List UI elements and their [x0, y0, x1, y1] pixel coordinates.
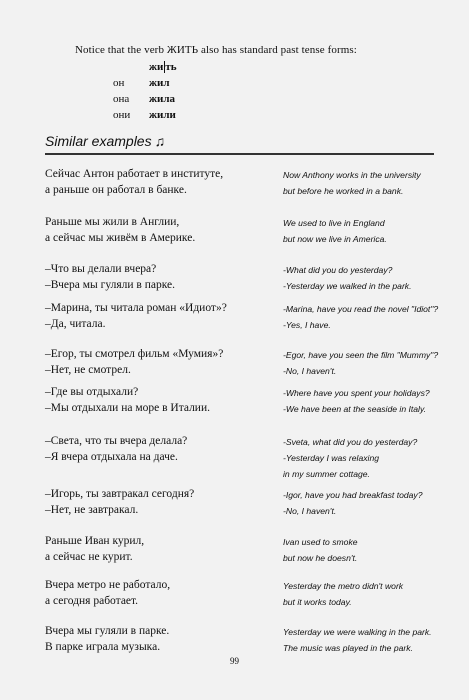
page-number: 99	[230, 656, 239, 666]
russian-line: –Вчера мы гуляли в парке.	[45, 279, 175, 291]
english-line: Now Anthony works in the university	[283, 170, 421, 180]
conjugation-row	[113, 107, 177, 123]
russian-line: –Да, читала.	[45, 318, 106, 330]
russian-line: –Нет, не завтракал.	[45, 504, 139, 516]
russian-example	[45, 166, 223, 198]
section-title: Similar examples	[45, 133, 152, 149]
pronoun: он	[113, 77, 125, 89]
english-line: Ivan used to smoke	[283, 537, 358, 547]
russian-example	[45, 384, 210, 416]
russian-line: –Где вы отдыхали?	[45, 386, 139, 398]
pronoun: они	[113, 109, 131, 121]
pronoun: она	[113, 93, 130, 105]
english-line: but now we live in America.	[283, 234, 387, 244]
english-line: -Igor, have you had breakfast today?	[283, 490, 423, 500]
english-line: -What did you do yesterday?	[283, 265, 393, 275]
russian-line: –Я вчера отдыхала на даче.	[45, 451, 178, 463]
russian-example	[45, 214, 195, 246]
russian-line: –Нет, не смотрел.	[45, 364, 131, 376]
conjugation-row	[113, 91, 177, 107]
english-translation	[283, 262, 412, 294]
russian-example	[45, 533, 144, 565]
infinitive-stem: жи	[149, 61, 164, 73]
russian-line: Вчера мы гуляли в парке.	[45, 625, 170, 637]
russian-line: –Марина, ты читала роман «Идиот»?	[45, 302, 227, 314]
english-line: -No, I haven't.	[283, 506, 337, 516]
english-line: -Sveta, what did you do yesterday?	[283, 437, 418, 447]
russian-line: –Света, что ты вчера делала?	[45, 435, 188, 447]
verb-form: жил	[149, 77, 170, 89]
english-translation	[283, 167, 421, 199]
verb-form: жили	[149, 109, 176, 121]
section-heading	[45, 133, 165, 149]
english-line: We used to live in England	[283, 218, 385, 228]
english-translation	[283, 534, 358, 566]
english-line: Yesterday the metro didn't work	[283, 581, 404, 591]
english-translation	[283, 215, 387, 247]
english-line: but it works today.	[283, 597, 352, 607]
english-translation	[283, 434, 417, 482]
russian-line: –Егор, ты смотрел фильм «Мумия»?	[45, 348, 224, 360]
russian-line: Вчера метро не работало,	[45, 579, 171, 591]
infinitive-ending: ть	[165, 61, 177, 73]
russian-line: Раньше мы жили в Англии,	[45, 216, 180, 228]
english-line: -We have been at the seaside in Italy.	[283, 404, 426, 414]
verb-form: жила	[149, 93, 175, 105]
english-line: but before he worked in a bank.	[283, 186, 404, 196]
english-line: The music was played in the park.	[283, 643, 413, 653]
english-line: in my summer cottage.	[283, 469, 370, 479]
english-line: -Egor, have you seen the film "Mummy"?	[283, 350, 439, 360]
english-translation	[283, 578, 403, 610]
section-divider	[45, 153, 434, 155]
russian-example	[45, 486, 194, 518]
english-translation	[283, 301, 438, 333]
russian-example	[45, 261, 175, 293]
russian-example	[45, 623, 169, 655]
russian-line: –Мы отдыхали на море в Италии.	[45, 402, 210, 414]
english-line: -Marina, have you read the novel "Idiot"?	[283, 304, 439, 314]
english-translation	[283, 385, 430, 417]
english-line: -Yesterday I was relaxing	[283, 453, 380, 463]
english-line: -Yes, I have.	[283, 320, 331, 330]
conjugation-table	[113, 59, 177, 123]
russian-line: В парке играла музыка.	[45, 641, 161, 653]
english-translation	[283, 487, 423, 519]
infinitive-row	[113, 59, 177, 75]
english-translation	[283, 347, 438, 379]
english-line: -No, I haven't.	[283, 366, 337, 376]
russian-line: Сейчас Антон работает в институте,	[45, 168, 224, 180]
russian-example	[45, 577, 170, 609]
russian-line: а сейчас не курит.	[45, 551, 133, 563]
english-line: -Yesterday we walked in the park.	[283, 281, 412, 291]
intro-text: Notice that the verb ЖИТЬ also has standard past tense forms:	[75, 44, 357, 56]
english-line: Yesterday we were walking in the park.	[283, 627, 432, 637]
conjugation-row	[113, 75, 177, 91]
russian-example	[45, 433, 187, 465]
russian-line: Раньше Иван курил,	[45, 535, 145, 547]
russian-example	[45, 300, 227, 332]
english-translation	[283, 624, 432, 656]
russian-line: а раньше он работал в банке.	[45, 184, 187, 196]
russian-example	[45, 346, 223, 378]
russian-line: а сейчас мы живём в Америке.	[45, 232, 196, 244]
russian-line: –Игорь, ты завтракал сегодня?	[45, 488, 195, 500]
english-line: but now he doesn't.	[283, 553, 358, 563]
russian-line: –Что вы делали вчера?	[45, 263, 157, 275]
infinitive	[149, 59, 177, 75]
english-line: -Where have you spent your holidays?	[283, 388, 430, 398]
russian-line: а сегодня работает.	[45, 595, 139, 607]
music-note-icon[interactable]: ♫	[154, 133, 166, 149]
